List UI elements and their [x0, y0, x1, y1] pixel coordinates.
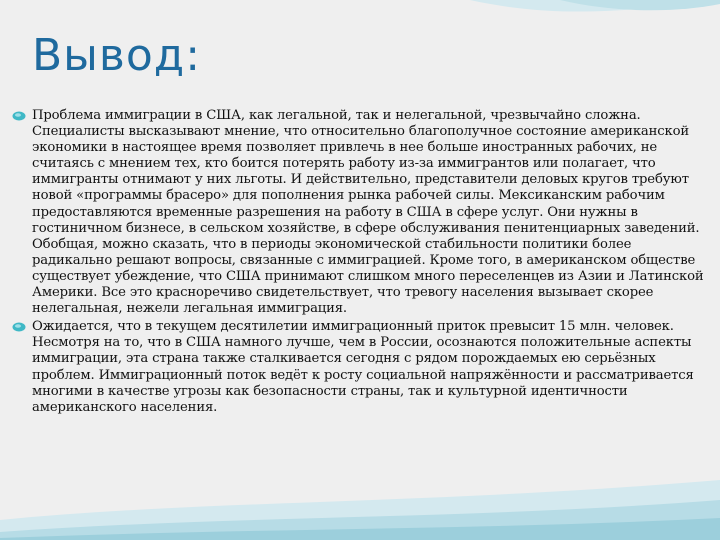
list-item: [12, 108, 708, 317]
bullet-list: [12, 108, 708, 418]
bullet-text: Ожидается, что в текущем десятилетии иммиграционный приток превысит 15 млн. человек. Несмотря на то, что в США намного лучше, чем в России, осознаются положительные аспекты иммиграции, эта страна также сталкивается сегодня с рядом порождаемых ею серьёзных проблем. Иммиграционный поток ведёт к росту социальной напряжённости и рассматривается многими в качестве угрозы как безопасности страны, так и культурной идентичности американского населения.: [32, 319, 694, 415]
bullet-icon: [12, 111, 26, 121]
bullet-icon: [12, 322, 26, 332]
bullet-text: Проблема иммиграции в США, как легальной, так и нелегальной, чрезвычайно сложна. Специалисты высказывают мнение, что относительно благополучное состояние американской экономики в настоящее время позволяет привлечь в нее больше иностранных рабочих, не считаясь с мнением тех, кто боится потерять работу из-за иммигрантов или полагает, что иммигранты отнимают у них льготы. И действительно, представители деловых кругов требуют новой «программы брасеро» для пополнения рынка рабочей силы. Мексиканским рабочим предоставляются временные разрешения на работу в США в сфере услуг. Они нужны в гостиничном бизнесе, в сельском хозяйстве, в сфере обслуживания пенитенциарных заведений. Обобщая, можно сказать, что в периоды экономической стабильности политики более радикально решают вопросы, связанные с иммиграцией. Кроме того, в американском обществе существует убеждение, что США принимают слишком много переселенцев из Азии и Латинской Америки. Все это красноречиво свидетельствует, что тревогу населения вызывает скорее нелегальная, нежели легальная иммиграция.: [32, 108, 704, 317]
slide-title: Вывод:: [32, 30, 202, 81]
list-item: [12, 319, 708, 416]
